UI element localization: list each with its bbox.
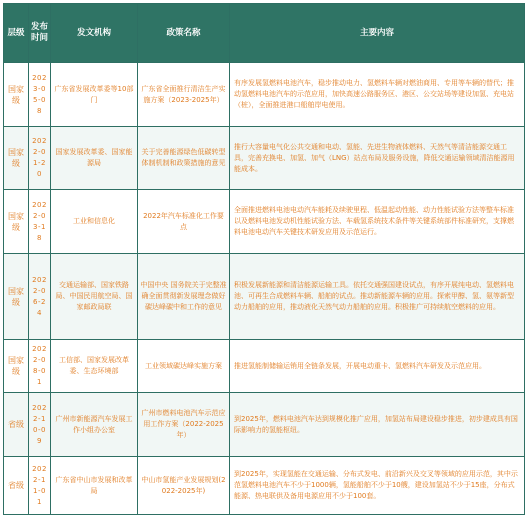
cell-policy: 广州市燃料电池汽车示范应用工作方案（2022-2025年） xyxy=(138,393,230,457)
policy-table xyxy=(3,3,525,515)
cell-date: 2022-08-01 xyxy=(29,340,51,393)
cell-content: 到2025年，燃料电池汽车达到规模化推广应用，加氢站布局建设稳步推进，初步建成具有国际影响力的氢能枢纽。 xyxy=(230,393,525,457)
header-row xyxy=(4,4,525,63)
header-agency: 发文机构 xyxy=(51,4,138,63)
cell-agency: 工业和信息化 xyxy=(51,190,138,254)
table-row xyxy=(4,340,525,393)
cell-date: 2022-10-09 xyxy=(29,393,51,457)
cell-level: 国家级 xyxy=(4,340,29,393)
cell-date: 2022-01-20 xyxy=(29,127,51,190)
cell-level: 省级 xyxy=(4,393,29,457)
cell-date: 2022-06-24 xyxy=(29,254,51,340)
cell-policy: 关于完善能源绿色低碳转型体制机制和政策措施的意见 xyxy=(138,127,230,190)
cell-agency: 广东省发展改革委等10部门 xyxy=(51,63,138,127)
cell-date: 2022-03-18 xyxy=(29,190,51,254)
cell-policy: 2022年汽车标准化工作要点 xyxy=(138,190,230,254)
cell-content: 到2025年，实现氢能在交通运输、分布式发电、前沿新兴及交叉等领域的应用示范，其中示范氢燃料电池汽车不少于1000辆，氢能船舶不少于10艘，建设加氢站不少于15座，分布式能源、热电联供及备用电源应用不少于100套。 xyxy=(230,457,525,515)
cell-agency: 广州市新能源汽车发展工作小组办公室 xyxy=(51,393,138,457)
cell-content: 全面推进燃料电池电动汽车能耗及续驶里程、低温起动性能、动力性能试验方法等整车标准以及燃料电池发动机性能试验方法、车载氢系统技术条件等关键系统部件标准研究，支撑燃料电池电动汽车关键技术研发应用及示范运行。 xyxy=(230,190,525,254)
cell-level: 国家级 xyxy=(4,127,29,190)
cell-policy: 工业领域碳达峰实施方案 xyxy=(138,340,230,393)
table-row xyxy=(4,457,525,515)
cell-level: 国家级 xyxy=(4,254,29,340)
table-row xyxy=(4,127,525,190)
header-policy: 政策名称 xyxy=(138,4,230,63)
table-row xyxy=(4,393,525,457)
cell-policy: 中山市氢能产业发展规划(2022-2025年) xyxy=(138,457,230,515)
cell-agency: 国家发展改革委、国家能源局 xyxy=(51,127,138,190)
cell-agency: 工信部、国家发展改革委、生态环境部 xyxy=(51,340,138,393)
cell-level: 省级 xyxy=(4,457,29,515)
header-content: 主要内容 xyxy=(230,4,525,63)
cell-policy: 中国中央 国务院关于完整准确全面贯彻新发展理念做好碳达峰碳中和工作的意见 xyxy=(138,254,230,340)
cell-content: 推行大容量电气化公共交通和电动、氢能、先进生物液体燃料、天然气等清洁能源交通工具，完善充换电、加氢、加气（LNG）站点布局及服务设施，降低交通运输领域清洁能源用能成本。 xyxy=(230,127,525,190)
header-level: 层级 xyxy=(4,4,29,63)
table-row xyxy=(4,254,525,340)
cell-content: 积极发展新能源和清洁能源运输工具。依托交通强国建设试点，有序开展纯电动、氢燃料电池、可再生合成燃料车辆、船舶的试点。推动新能源车辆的应用。探索甲醇、氢、氨等新型动力船舶的应用，推动液化天然气动力船舶的应用。积极推广可持续航空燃料的应用。 xyxy=(230,254,525,340)
cell-agency: 交通运输部、国家铁路局、中国民用航空局、国家邮政局联 xyxy=(51,254,138,340)
table-row xyxy=(4,190,525,254)
cell-level: 国家级 xyxy=(4,63,29,127)
cell-agency: 广东省中山市发展和改革局 xyxy=(51,457,138,515)
cell-content: 有序发展氢燃料电池汽车，稳步推动电力、氢燃料车辆对燃油商用、专用等车辆的替代；推动氢燃料电池汽车的示范应用，加快高速公路服务区、港区、公交站场等建设加氢、充电站（桩），全面推进港口船舶岸电使用。 xyxy=(230,63,525,127)
cell-content: 推进氢能制储输运销用全链条发展，开展电动重卡、氢燃料汽车研发及示范应用。 xyxy=(230,340,525,393)
cell-policy: 广东省全面推行清洁生产实施方案（2023-2025年） xyxy=(138,63,230,127)
cell-level: 国家级 xyxy=(4,190,29,254)
header-date: 发布时间 xyxy=(29,4,51,63)
cell-date: 2022-11-01 xyxy=(29,457,51,515)
table-row xyxy=(4,63,525,127)
cell-date: 2023-05-08 xyxy=(29,63,51,127)
